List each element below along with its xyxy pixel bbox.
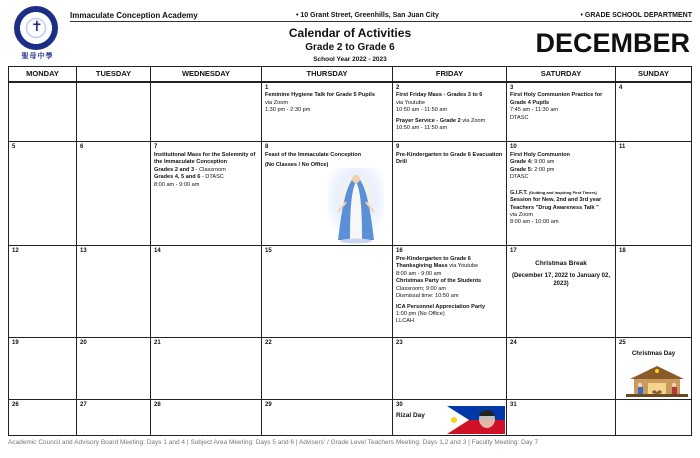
day-cell-28 — [151, 400, 262, 436]
event-via: via Youtube — [396, 99, 425, 106]
day-number: 29 — [265, 402, 272, 408]
weekday-header-row — [9, 67, 692, 82]
day-cell-24 — [507, 338, 616, 400]
event-title: Feminine Hygiene Talk for Grade 5 Pupils — [265, 92, 375, 99]
day-cell-19 — [9, 338, 77, 400]
day-cell-5 — [9, 142, 77, 246]
day-number: 4 — [619, 84, 623, 91]
school-name: Immaculate Conception Academy — [70, 11, 198, 20]
header-bar — [70, 10, 692, 22]
event-time: 10:50 am - 11:50 am — [396, 125, 448, 132]
event-venue: DTASC — [510, 114, 529, 121]
weekday-monday: MONDAY — [9, 67, 77, 82]
day-cell-26 — [9, 400, 77, 436]
day-cell-16 — [393, 246, 507, 338]
day-cell-empty — [9, 82, 77, 142]
page-title: Calendar of Activities — [288, 26, 412, 40]
day-number: 17 — [510, 248, 517, 254]
day-number: 22 — [265, 340, 272, 346]
footer-meetings-note: Academic Council and Advisory Board Meeting: Days 1 and 4 | Subject Area Meeting: Days 5 and 6 | Advisers' / Grade Level Teachers Meeting: Days 1,2 and 3 | Faculty Meeting: Day 7 — [8, 439, 539, 446]
event-description: Session for New, 2nd and 3rd year Teachers "Drug Awareness Talk " — [510, 197, 602, 211]
week-row-2 — [9, 142, 692, 246]
day-number: 10 — [510, 144, 517, 150]
event-group: Grades 2 and 3 - Classroom — [154, 166, 226, 173]
title-block — [250, 26, 450, 63]
day-cell-29 — [262, 400, 393, 436]
weekday-thursday: THURSDAY — [262, 67, 393, 82]
day-number: 2 — [396, 84, 400, 91]
day-cell-18 — [616, 246, 692, 338]
day-cell-1 — [262, 82, 393, 142]
event-title: Pre-Kindergarten to Grade 6 Evacuation Drill — [396, 151, 503, 166]
philippine-flag-image — [447, 406, 505, 434]
event-title: ICA Personnel Appreciation Party — [396, 303, 486, 310]
day-number: 5 — [12, 144, 16, 150]
school-year: School Year 2022 - 2023 — [313, 56, 387, 63]
weekday-tuesday: TUESDAY — [77, 67, 151, 82]
day-cell-31 — [507, 400, 616, 436]
event-via: via Zoom — [265, 99, 289, 106]
month-title: DECEMBER — [535, 28, 690, 58]
event-title: Prayer Service - Grade 2 via Zoom — [396, 117, 486, 124]
day-cell-22 — [262, 338, 393, 400]
nativity-scene-image — [626, 363, 688, 397]
day-number: 1 — [265, 84, 269, 91]
event-title: Institutional Mass for the Solemnity of the Immaculate Conception — [154, 151, 256, 166]
week-row-4 — [9, 338, 692, 400]
day-cell-13 — [77, 246, 151, 338]
day-cell-30 — [393, 400, 507, 436]
weekday-wednesday: WEDNESDAY — [151, 67, 262, 82]
day-cell-2 — [393, 82, 507, 142]
day-cell-23 — [393, 338, 507, 400]
event-venue: DTASC — [510, 174, 529, 181]
day-cell-9 — [393, 142, 507, 246]
day-cell-20 — [77, 338, 151, 400]
school-chinese-name: 聖母中學 — [21, 53, 54, 60]
school-logo-icon — [14, 6, 58, 50]
christmas-day-label: Christmas Day — [631, 349, 676, 357]
event-note: (No Classes / No Office) — [265, 162, 329, 169]
day-number: 20 — [80, 340, 87, 346]
day-cell-7 — [151, 142, 262, 246]
day-number: 12 — [12, 248, 19, 254]
event-time: 7:45 am - 11:30 am — [510, 107, 559, 114]
day-number: 7 — [154, 144, 158, 150]
day-cell-25 — [616, 338, 692, 400]
day-number: 19 — [12, 340, 19, 346]
day-cell-empty — [151, 82, 262, 142]
event-title: Rizal Day — [396, 411, 425, 419]
event-title: Christmas Party of the Students — [396, 278, 482, 285]
event-group: Grade 4: 9:00 am — [510, 159, 555, 166]
week-row-1 — [9, 82, 692, 142]
day-cell-10 — [507, 142, 616, 246]
day-cell-17 — [507, 246, 616, 338]
event-title: First Holy Communion Practice for Grade 4 Pupils — [510, 92, 603, 106]
day-cell-27 — [77, 400, 151, 436]
event-title: Pre-Kindergarten to Grade 6 Thanksgiving Mass via Youtube — [396, 255, 479, 270]
event-time: 1:30 pm - 2:30 pm — [265, 107, 311, 114]
day-number: 8 — [265, 144, 269, 150]
day-cell-3 — [507, 82, 616, 142]
event-time: 8:00 am - 10:00 am — [510, 219, 559, 226]
day-number: 25 — [619, 340, 626, 346]
event-venue: LLCAH — [396, 318, 415, 325]
day-number: 11 — [619, 144, 626, 150]
day-number: 14 — [154, 248, 161, 254]
school-address: • 10 Grant Street, Greenhills, San Juan City — [296, 12, 439, 19]
day-cell-empty — [77, 82, 151, 142]
day-cell-6 — [77, 142, 151, 246]
event-dismissal: Dismissal time: 10:50 am — [396, 293, 459, 300]
day-number: 23 — [396, 340, 403, 346]
day-cell-8 — [262, 142, 393, 246]
day-cell-11 — [616, 142, 692, 246]
weekday-friday: FRIDAY — [393, 67, 507, 82]
event-time: 8:00 am - 9:00 am — [154, 181, 200, 188]
day-number: 27 — [80, 402, 87, 408]
weekday-saturday: SATURDAY — [507, 67, 616, 82]
event-time: 1:00 pm (No Office) — [396, 311, 445, 318]
day-number: 31 — [510, 402, 517, 408]
event-title: First Holy Communion — [510, 151, 570, 158]
weekday-sunday: SUNDAY — [616, 67, 692, 82]
event-group: Grade 5: 2:00 pm — [510, 166, 555, 173]
event-title: Feast of the Immaculate Conception — [265, 151, 362, 158]
day-cell-empty — [616, 400, 692, 436]
day-number: 9 — [396, 144, 400, 150]
event-time: 10:50 am - 11:50 am — [396, 107, 448, 114]
event-time: 8:00 am - 9:00 am — [396, 270, 442, 277]
department-name: • GRADE SCHOOL DEPARTMENT — [580, 12, 692, 19]
day-number: 6 — [80, 144, 84, 150]
event-venue: Classroom; 9:00 am — [396, 285, 447, 292]
day-number: 21 — [154, 340, 161, 346]
day-cell-15 — [262, 246, 393, 338]
week-row-5 — [9, 400, 692, 436]
event-title: First Friday Mass - Grades 3 to 6 — [396, 92, 483, 99]
calendar-grid — [8, 66, 692, 436]
virgin-mary-image — [328, 168, 384, 244]
day-number: 24 — [510, 340, 517, 346]
day-number: 28 — [154, 402, 161, 408]
day-number: 18 — [619, 248, 626, 254]
page-subtitle: Grade 2 to Grade 6 — [305, 42, 395, 53]
day-number: 16 — [396, 248, 403, 254]
day-number: 15 — [265, 248, 272, 254]
day-cell-12 — [9, 246, 77, 338]
day-number: 30 — [396, 402, 403, 408]
event-via: via Zoom — [510, 212, 534, 219]
day-cell-21 — [151, 338, 262, 400]
event-group: Grades 4, 5 and 6 - DTASC — [154, 174, 224, 181]
event-title: G.I.F.T. (Guiding and Inspiring First Timers) — [510, 189, 597, 196]
christmas-break-title: Christmas Break — [535, 259, 587, 267]
week-row-3 — [9, 246, 692, 338]
day-number: 3 — [510, 84, 514, 91]
day-number: 26 — [12, 402, 19, 408]
day-cell-14 — [151, 246, 262, 338]
day-cell-4 — [616, 82, 692, 142]
christmas-break-dates: (December 17, 2022 to January 02, 2023) — [511, 272, 611, 287]
day-number: 13 — [80, 248, 87, 254]
